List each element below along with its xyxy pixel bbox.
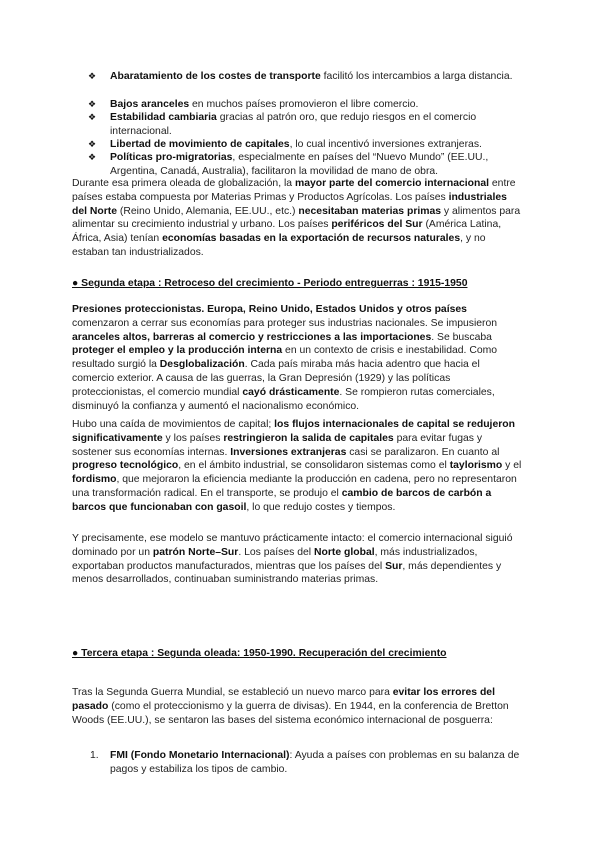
list-item: ❖ Libertad de movimiento de capitales, lo cual incentivó inversiones extranjeras.	[88, 139, 482, 150]
diamond-bullet-icon: ❖	[88, 139, 97, 149]
list-item: ❖ Estabilidad cambiaria gracias al patrón oro, que redujo riesgos en el comercio internacional.	[88, 112, 477, 137]
paragraph: Y precisamente, ese modelo se mantuvo prácticamente intacto: el comercio internacional siguió dominado por un patrón Norte–Sur. Los países del Norte global, más industrializados, exportaban productos manufacturados, mientras que los países del Sur, más dependientes y menos desarrollados, continuaban suministrando materias primas.	[72, 533, 513, 586]
diamond-bullet-icon: ❖	[88, 112, 97, 122]
paragraph: Presiones proteccionistas. Europa, Reino Unido, Estados Unidos y otros países comenzaron a cerrar sus economías para proteger sus industrias nacionales. Se impusieron aranceles altos, barreras al comercio y restricciones a las importaciones. Se buscaba proteger el empleo y la producción interna en un contexto de crisis e inestabilidad. Como resultado surgió la Desglobalización. Cada país miraba más hacia adentro que hacia el comercio exterior. A causa de las guerras, la Gran Depresión (1929) y las políticas proteccionistas, el comercio mundial cayó drásticamente. Se rompieron rutas comerciales, disminuyó la confianza y aumentó el nacionalismo económico.	[72, 304, 498, 412]
paragraph: Hubo una caída de movimientos de capital; los flujos internacionales de capital se redujeron significativamente y los países restringieron la salida de capitales para evitar fugas y sostener sus economías internas. Inversiones extranjeras casi se paralizaron. En cuanto al progreso tecnológico, en el ámbito industrial, se consolidaron sistemas como el taylorismo y el fordismo, que mejoraron la eficiencia mediante la producción en cadena, pero no representaron una transformación radical. En el transporte, se produjo el cambio de barcos de carbón a barcos que funcionaban con gasoil, lo que redujo costes y tiempos.	[72, 419, 522, 513]
paragraph: Durante esa primera oleada de globalización, la mayor parte del comercio internacional entre países estaba compuesta por Materias Primas y Productos Agrícolas. Los países industriales del Norte (Reino Unido, Alemania, EE.UU., etc.) necesitaban materias primas y alimentos para alimentar su crecimiento industrial y urbano. Los países periféricos del Sur (América Latina, África, Asia) tenían economías basadas en la exportación de recursos naturales, y no estaban tan industrializados.	[72, 178, 521, 258]
list-item: 1. FMI (Fondo Monetario Internacional): Ayuda a países con problemas en su balanza de pagos y estabiliza los tipos de cambio.	[90, 750, 520, 775]
list-item: ❖ Políticas pro-migratorias, especialmente en países del “Nuevo Mundo” (EE.UU., Argentina, Canadá, Australia), facilitaron la movilidad de mano de obra.	[88, 152, 489, 177]
list-item: ❖ Abaratamiento de los costes de transporte facilitó los intercambios a larga distancia.	[88, 71, 513, 82]
section-heading: ● Tercera etapa : Segunda oleada: 1950-1990. Recuperación del crecimiento	[72, 648, 447, 659]
list-item: ❖ Bajos aranceles en muchos países promovieron el libre comercio.	[88, 99, 419, 110]
paragraph: Tras la Segunda Guerra Mundial, se estableció un nuevo marco para evitar los errores del pasado (como el proteccionismo y la guerra de divisas). En 1944, en la conferencia de Bretton Woods (EE.UU.), se sentaron las bases del sistema económico internacional de posguerra:	[72, 687, 509, 726]
diamond-bullet-icon: ❖	[88, 99, 97, 109]
diamond-bullet-icon: ❖	[88, 152, 97, 162]
section-heading: ● Segunda etapa : Retroceso del crecimiento - Periodo entreguerras : 1915-1950	[72, 278, 468, 289]
diamond-bullet-icon: ❖	[88, 71, 97, 81]
